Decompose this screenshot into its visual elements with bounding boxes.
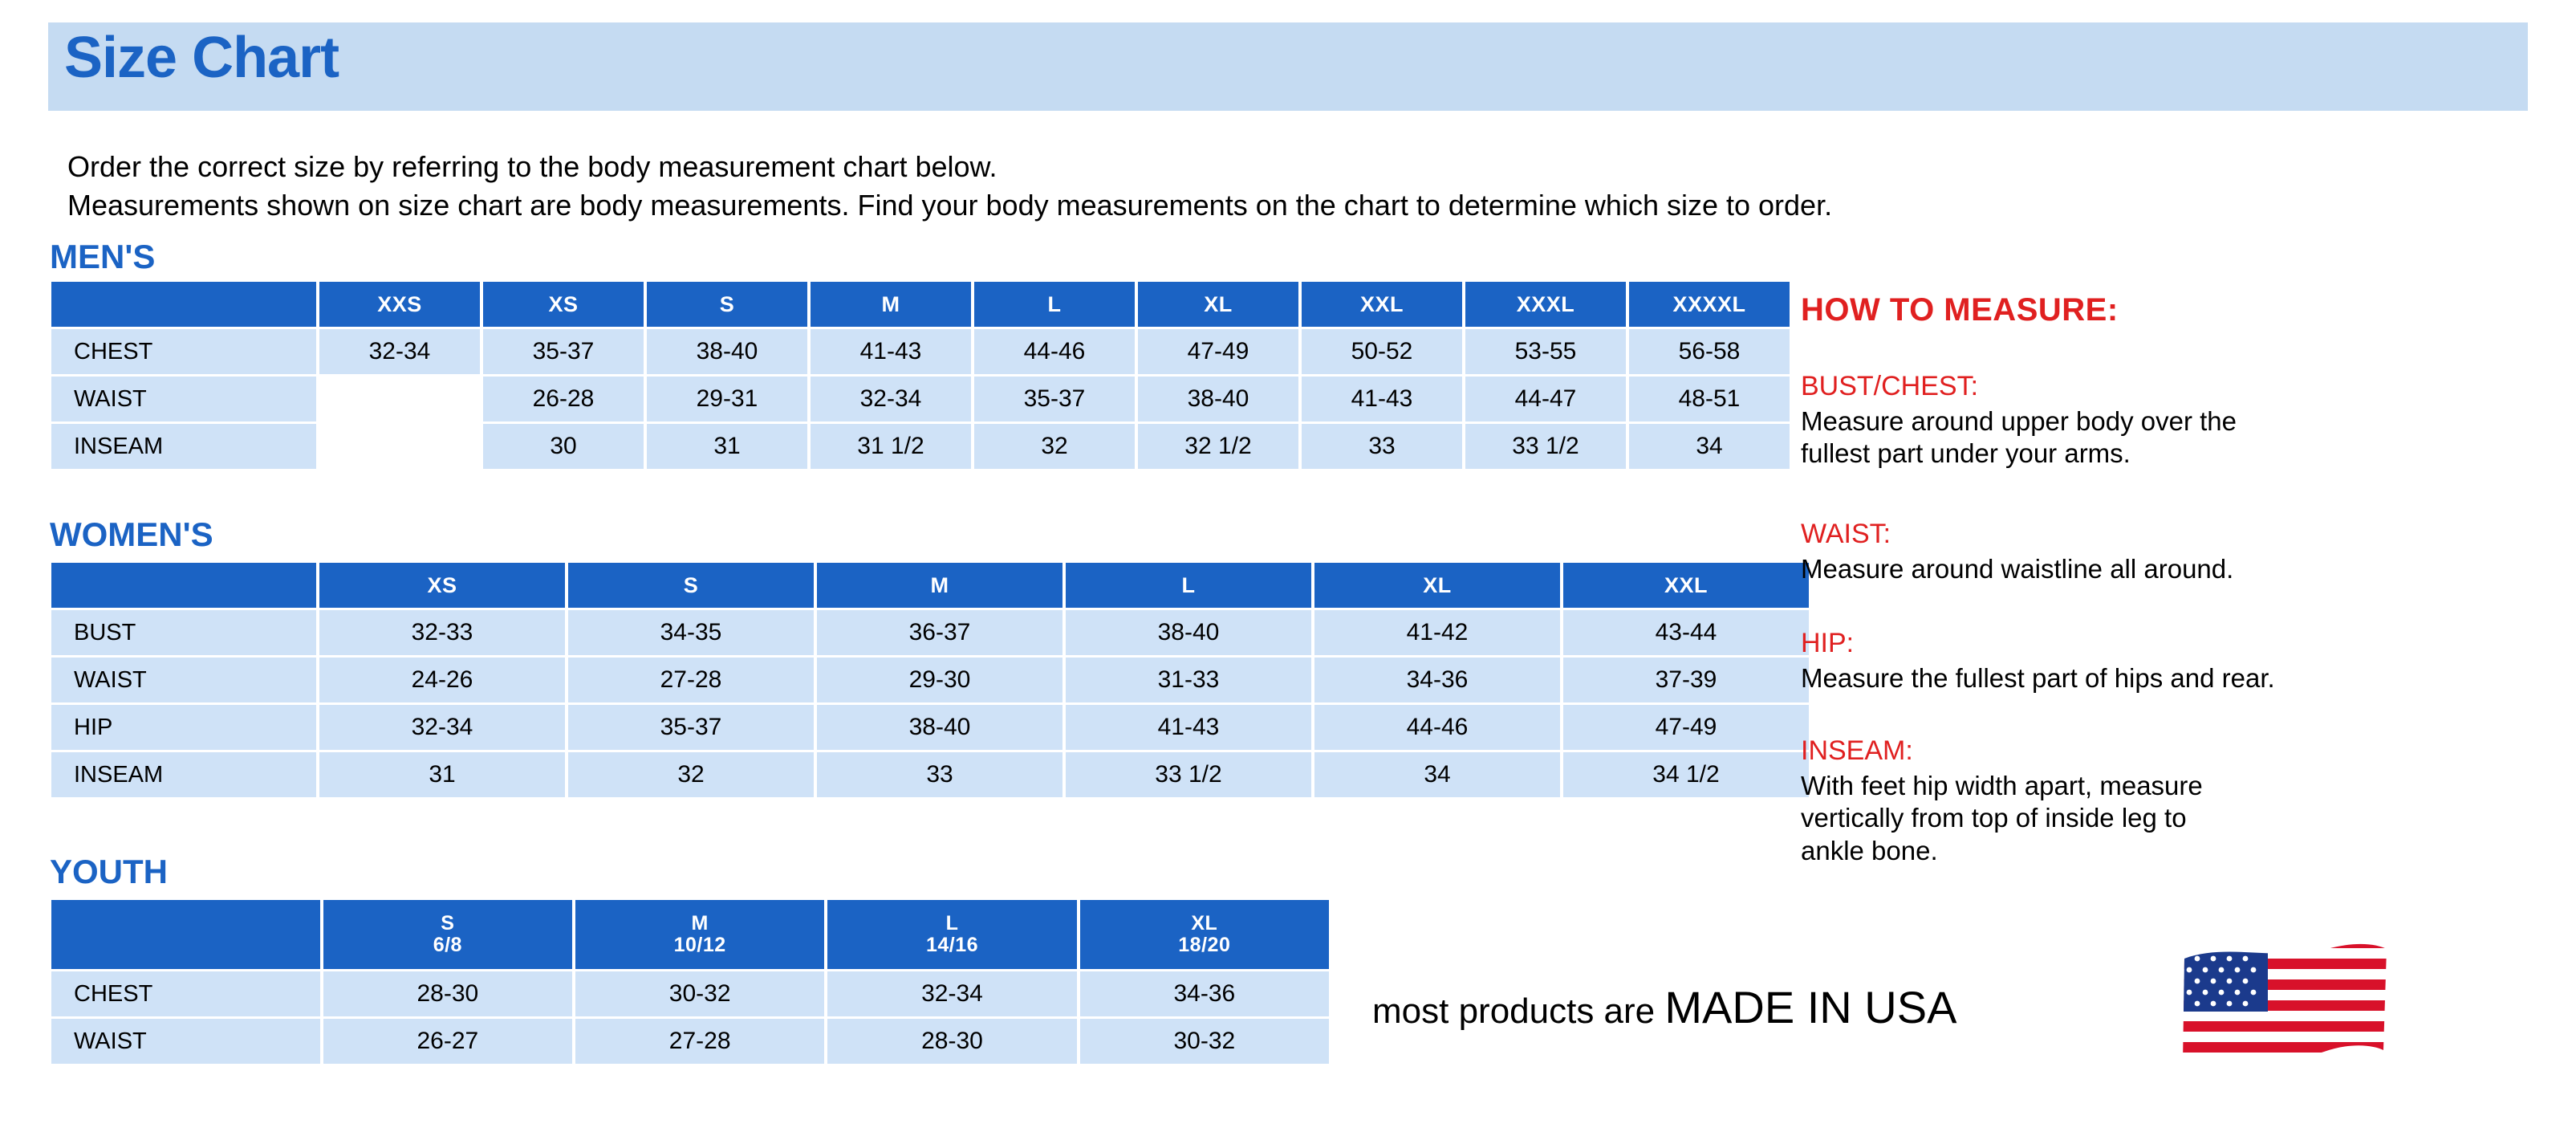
youth-waist-m: 27-28 <box>575 1019 824 1064</box>
mens-waist-xxl: 41-43 <box>1302 377 1462 421</box>
womens-col-header-4: L <box>1066 563 1311 608</box>
section-title-youth: YOUTH <box>50 853 168 890</box>
womens-inseam-m: 33 <box>817 752 1062 797</box>
table-row <box>51 705 1809 750</box>
womens-hip-l: 41-43 <box>1066 705 1311 750</box>
mens-col-header-3: S <box>647 282 807 327</box>
mens-inseam-xs: 30 <box>483 424 644 469</box>
womens-hip-xxl: 47-49 <box>1563 705 1809 750</box>
mens-inseam-s: 31 <box>647 424 807 469</box>
mens-col-header-5: L <box>974 282 1135 327</box>
mens-waist-s: 29-31 <box>647 377 807 421</box>
youth-col-size-l: L <box>945 912 959 935</box>
table-row <box>51 424 1790 469</box>
womens-col-header-2: S <box>568 563 814 608</box>
youth-col-ages-m: 10/12 <box>673 934 726 956</box>
womens-row-label-hip: HIP <box>51 705 316 750</box>
mens-inseam-m: 31 1/2 <box>811 424 971 469</box>
youth-col-ages-l: 14/16 <box>925 934 978 956</box>
table-header-row <box>51 563 1809 608</box>
womens-waist-xl: 34-36 <box>1314 658 1560 702</box>
table-row <box>51 329 1790 374</box>
table-header-row <box>51 282 1790 327</box>
womens-waist-s: 27-28 <box>568 658 814 702</box>
womens-hip-m: 38-40 <box>817 705 1062 750</box>
how-body-inseam-line1: With feet hip width apart, measure <box>1801 771 2203 800</box>
mens-chest-xs: 35-37 <box>483 329 644 374</box>
section-title-womens: WOMEN'S <box>50 515 213 553</box>
made-in-usa-emphasis: MADE IN USA <box>1664 982 1957 1032</box>
mens-waist-xxs <box>319 377 480 421</box>
mens-row-label-chest: CHEST <box>51 329 316 374</box>
womens-bust-xs: 32-33 <box>319 610 565 655</box>
how-head-waist: WAIST: <box>1801 519 1891 549</box>
mens-inseam-xl: 32 1/2 <box>1138 424 1298 469</box>
usa-flag-icon <box>2178 938 2393 1079</box>
mens-chest-l: 44-46 <box>974 329 1135 374</box>
womens-inseam-l: 33 1/2 <box>1066 752 1311 797</box>
womens-size-table <box>48 560 1812 800</box>
mens-col-header-1: XXS <box>319 282 480 327</box>
mens-col-header-4: M <box>811 282 971 327</box>
table-row <box>51 658 1809 702</box>
how-body-bust-chest-line1: Measure around upper body over the <box>1801 406 2237 436</box>
womens-waist-xxl: 37-39 <box>1563 658 1809 702</box>
mens-row-label-waist: WAIST <box>51 377 316 421</box>
womens-bust-s: 34-35 <box>568 610 814 655</box>
womens-inseam-xs: 31 <box>319 752 565 797</box>
youth-col-header-xl <box>1080 900 1329 969</box>
youth-chest-s: 28-30 <box>323 971 572 1016</box>
how-body-waist-line1: Measure around waistline all around. <box>1801 554 2234 584</box>
youth-col-size-s: S <box>441 912 455 935</box>
table-row <box>51 610 1809 655</box>
mens-col-header-2: XS <box>483 282 644 327</box>
made-in-usa-prefix: most products are <box>1372 992 1665 1031</box>
mens-chest-m: 41-43 <box>811 329 971 374</box>
youth-chest-l: 32-34 <box>827 971 1076 1016</box>
mens-col-header-7: XXL <box>1302 282 1462 327</box>
womens-hip-s: 35-37 <box>568 705 814 750</box>
womens-row-label-bust: BUST <box>51 610 316 655</box>
womens-col-header-0 <box>51 563 316 608</box>
womens-inseam-xl: 34 <box>1314 752 1560 797</box>
table-row <box>51 1019 1329 1064</box>
youth-col-header-s <box>323 900 572 969</box>
how-to-measure-bust-chest <box>1801 371 2547 470</box>
mens-chest-s: 38-40 <box>647 329 807 374</box>
womens-bust-m: 36-37 <box>817 610 1062 655</box>
how-body-bust-chest-line2: fullest part under your arms. <box>1801 438 2131 469</box>
womens-bust-xl: 41-42 <box>1314 610 1560 655</box>
womens-col-header-1: XS <box>319 563 565 608</box>
how-to-measure-hip <box>1801 628 2547 694</box>
youth-col-header-m <box>575 900 824 969</box>
youth-col-size-m: M <box>691 912 709 935</box>
mens-col-header-6: XL <box>1138 282 1298 327</box>
mens-waist-xs: 26-28 <box>483 377 644 421</box>
womens-col-header-6: XXL <box>1563 563 1809 608</box>
womens-waist-m: 29-30 <box>817 658 1062 702</box>
mens-waist-xxxxl: 48-51 <box>1629 377 1790 421</box>
section-title-mens: MEN'S <box>50 238 156 275</box>
mens-waist-xl: 38-40 <box>1138 377 1298 421</box>
how-head-bust-chest: BUST/CHEST: <box>1801 371 1979 401</box>
how-body-inseam-line2: vertically from top of inside leg to <box>1801 803 2187 833</box>
mens-inseam-l: 32 <box>974 424 1135 469</box>
youth-row-label-waist: WAIST <box>51 1019 320 1064</box>
mens-inseam-xxs <box>319 424 480 469</box>
table-row <box>51 377 1790 421</box>
youth-waist-s: 26-27 <box>323 1019 572 1064</box>
table-row <box>51 971 1329 1016</box>
header-banner <box>48 22 2528 111</box>
womens-row-label-inseam: INSEAM <box>51 752 316 797</box>
mens-inseam-xxxxl: 34 <box>1629 424 1790 469</box>
youth-col-size-xl: XL <box>1191 912 1218 935</box>
table-header-row <box>51 900 1329 969</box>
mens-chest-xxs: 32-34 <box>319 329 480 374</box>
womens-hip-xs: 32-34 <box>319 705 565 750</box>
womens-hip-xl: 44-46 <box>1314 705 1560 750</box>
youth-col-header-0 <box>51 900 320 969</box>
youth-waist-l: 28-30 <box>827 1019 1076 1064</box>
how-to-measure-title: HOW TO MEASURE: <box>1801 292 2119 328</box>
womens-row-label-waist: WAIST <box>51 658 316 702</box>
how-to-measure-inseam <box>1801 735 2547 867</box>
mens-col-header-0 <box>51 282 316 327</box>
youth-col-header-l <box>827 900 1076 969</box>
mens-waist-l: 35-37 <box>974 377 1135 421</box>
mens-chest-xxxl: 53-55 <box>1465 329 1626 374</box>
how-head-hip: HIP: <box>1801 628 1855 658</box>
womens-col-header-3: M <box>817 563 1062 608</box>
page-title: Size Chart <box>64 26 339 90</box>
table-row <box>51 752 1809 797</box>
mens-row-label-inseam: INSEAM <box>51 424 316 469</box>
youth-chest-m: 30-32 <box>575 971 824 1016</box>
intro-text <box>67 148 2523 224</box>
mens-col-header-9: XXXXL <box>1629 282 1790 327</box>
mens-chest-xl: 47-49 <box>1138 329 1298 374</box>
how-body-hip-line1: Measure the fullest part of hips and rear. <box>1801 663 2275 693</box>
mens-chest-xxl: 50-52 <box>1302 329 1462 374</box>
womens-waist-l: 31-33 <box>1066 658 1311 702</box>
youth-col-ages-xl: 18/20 <box>1178 934 1231 956</box>
how-head-inseam: INSEAM: <box>1801 735 1913 766</box>
womens-inseam-s: 32 <box>568 752 814 797</box>
how-body-inseam-line3: ankle bone. <box>1801 835 1938 865</box>
mens-waist-m: 32-34 <box>811 377 971 421</box>
youth-col-ages-s: 6/8 <box>433 934 462 956</box>
womens-waist-xs: 24-26 <box>319 658 565 702</box>
mens-size-table <box>48 279 1793 471</box>
mens-inseam-xxl: 33 <box>1302 424 1462 469</box>
intro-line-2: Measurements shown on size chart are body measurements. Find your body measurements on the chart to determine which size to order. <box>67 188 1833 222</box>
womens-bust-l: 38-40 <box>1066 610 1311 655</box>
youth-row-label-chest: CHEST <box>51 971 320 1016</box>
womens-bust-xxl: 43-44 <box>1563 610 1809 655</box>
mens-col-header-8: XXXL <box>1465 282 1626 327</box>
mens-inseam-xxxl: 33 1/2 <box>1465 424 1626 469</box>
intro-line-1: Order the correct size by referring to the body measurement chart below. <box>67 150 997 183</box>
womens-inseam-xxl: 34 1/2 <box>1563 752 1809 797</box>
mens-waist-xxxl: 44-47 <box>1465 377 1626 421</box>
how-to-measure-waist <box>1801 519 2547 585</box>
youth-size-table <box>48 898 1332 1066</box>
youth-waist-xl: 30-32 <box>1080 1019 1329 1064</box>
womens-col-header-5: XL <box>1314 563 1560 608</box>
mens-chest-xxxxl: 56-58 <box>1629 329 1790 374</box>
youth-chest-xl: 34-36 <box>1080 971 1329 1016</box>
made-in-usa-text <box>1372 981 1956 1033</box>
